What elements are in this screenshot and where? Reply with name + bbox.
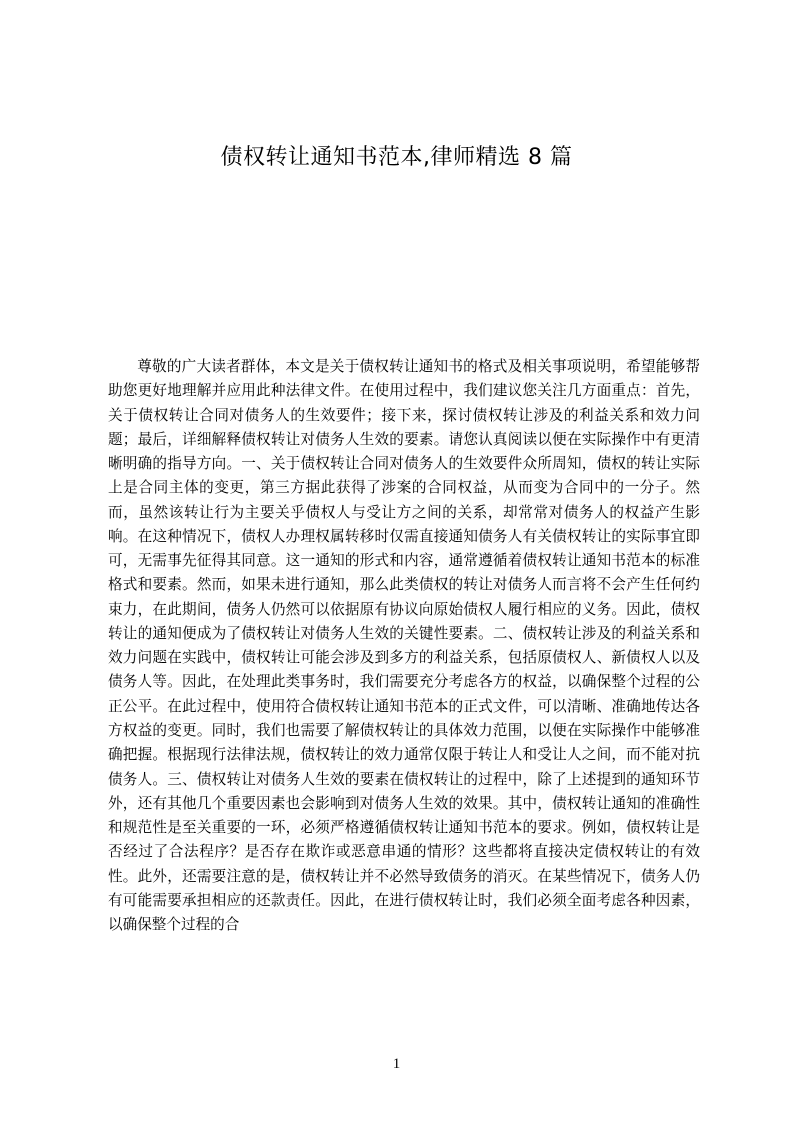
page-title: 债权转让通知书范本,律师精选 8 篇: [220, 145, 573, 170]
body-paragraph: 尊敬的广大读者群体，本文是关于债权转让通知书的格式及相关事项说明，希望能够帮助您更好地理解并应用此种法律文件。在使用过程中，我们建议您关注几方面重点：首先，关于债权转让合同对债务人的生效要件；接下来，探讨债权转让涉及的利益关系和效力问题；最后，详细解释债权转让对债务人生效的要素。请您认真阅读以便在实际操作中有更清晰明确的指导方向。一、关于债权转让合同对债务人的生效要件众所周知，债权的转让实际上是合同主体的变更，第三方据此获得了涉案的合同权益，从而变为合同中的一分子。然而，虽然该转让行为主要关乎债权人与受让方之间的关系，却常常对债务人的权益产生影响。在这种情况下，债权人办理权属转移时仅需直接通知债务人有关债权转让的实际事宜即可，无需事先征得其同意。这一通知的形式和内容，通常遵循着债权转让通知书范本的标准格式和要素。然而，如果未进行通知，那么此类债权的转让对债务人而言将不会产生任何约束力，在此期间，债务人仍然可以依据原有协议向原始债权人履行相应的义务。因此，债权转让的通知便成为了债权转让对债务人生效的关键性要素。二、债权转让涉及的利益关系和效力问题在实践中，债权转让可能会涉及到多方的利益关系，包括原债权人、新债权人以及债务人等。因此，在处理此类事务时，我们需要充分考虑各方的权益，以确保整个过程的公正公平。在此过程中，使用符合债权转让通知书范本的正式文件，可以清晰、准确地传达各方权益的变更。同时，我们也需要了解债权转让的具体效力范围，以便在实际操作中能够准确把握。根据现行法律法规，债权转让的效力通常仅限于转让人和受让人之间，而不能对抗债务人。三、债权转让对债务人生效的要素在债权转让的过程中，除了上述提到的通知环节外，还有其他几个重要因素也会影响到对债务人生效的效果。其中，债权转让通知的准确性和规范性是至关重要的一环，必须严格遵循债权转让通知书范本的要求。例如，债权转让是否经过了合法程序？是否存在欺诈或恶意串通的情形？这些都将直接决定债权转让的有效性。此外，还需要注意的是，债权转让并不必然导致债务的消灭。在某些情况下，债务人仍有可能需要承担相应的还款责任。因此，在进行债权转让时，我们必须全面考虑各种因素，以确保整个过程的合: [108, 358, 700, 934]
page-number: 1: [392, 1056, 401, 1072]
